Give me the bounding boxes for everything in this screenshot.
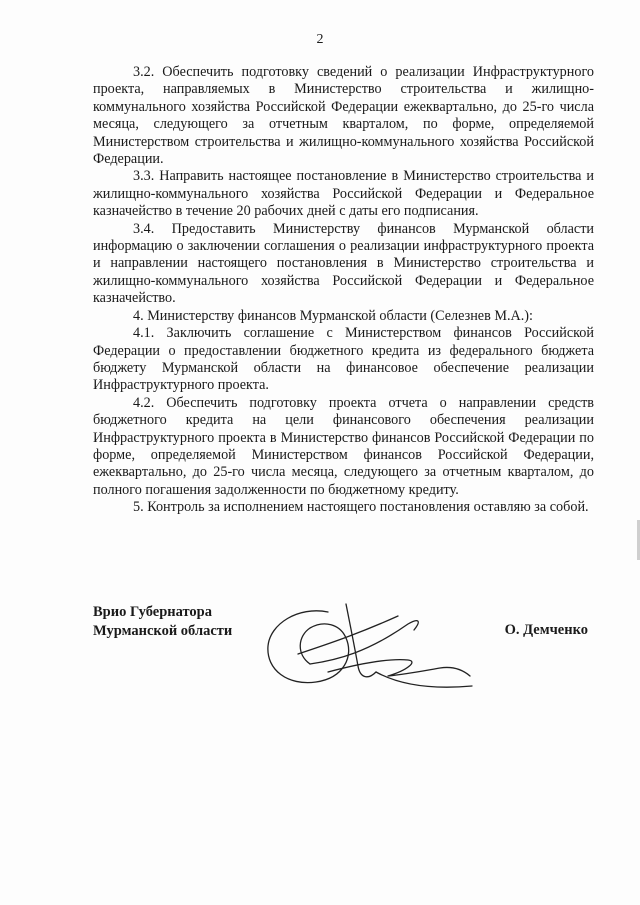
signatory-title: [93, 603, 232, 641]
paragraph-4-1: 4.1. Заключить соглашение с Министерством финансов Российской Федерации о предоставлении бюджетного кредита из федерального бюджета бюджету Мурманской области на финансовое обеспечение реализации Инфраструктурного проекта.: [93, 325, 594, 394]
paragraph-3-2: 3.2. Обеспечить подготовку сведений о реализации Инфраструктурного проекта, направляемых в Министерство строительства и жилищно-коммунального хозяйства Российской Федерации ежеквартально, до 25-го числа месяца, следующего за отчетным кварталом, по форме, определяемой Министерством строительства и жилищно-коммунального хозяйства Российской Федерации.: [93, 64, 594, 168]
paragraph-4: 4. Министерству финансов Мурманской области (Селезнев М.А.):: [133, 307, 533, 324]
handwritten-signature: [258, 594, 478, 704]
page-number: 2: [316, 32, 324, 47]
signatory-title-line2: Мурманской области: [93, 623, 233, 639]
paragraph-4-2: 4.2. Обеспечить подготовку проекта отчета о направлении средств бюджетного кредита на цели финансового обеспечения реализации Инфраструктурного проекта в Министерство финансов Российской Федерации по форме, определяемой Министерством финансов Российской Федерации, ежеквартально, до 25-го числа месяца, следующего за отчетным кварталом, до полного погашения задолженности по бюджетному кредиту.: [93, 394, 594, 498]
paragraph-3-4: 3.4. Предоставить Министерству финансов Мурманской области информацию о заключении соглашения о реализации инфраструктурного проекта и направлении настоящего постановления в Министерство строительства и жилищно-коммунального хозяйства Российской Федерации и Федеральное казначейство.: [93, 220, 594, 307]
signatory-title-line1: Врио Губернатора: [93, 604, 212, 620]
paragraph-5: 5. Контроль за исполнением настоящего постановления оставляю за собой.: [133, 499, 589, 516]
document-body: [93, 64, 594, 517]
signatory-name: О. Демченко: [504, 622, 588, 638]
paragraph-3-3: 3.3. Направить настоящее постановление в Министерство строительства и жилищно-коммунального хозяйства Российской Федерации и Федеральное казначейство в течение 20 рабочих дней с даты его подписания.: [93, 168, 594, 220]
